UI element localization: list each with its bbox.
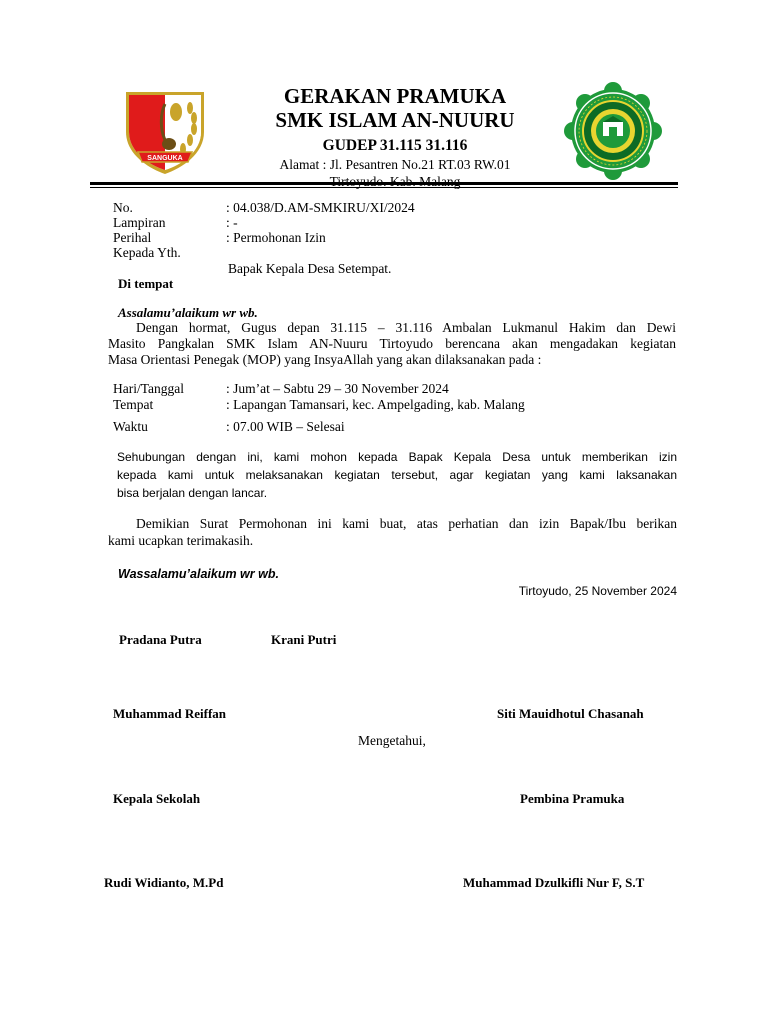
- school-name: SMK ISLAM AN-NUURU: [275, 108, 515, 132]
- event-label-place: Tempat: [113, 397, 154, 412]
- event-label-time: Waktu: [113, 419, 148, 434]
- gudep-number: GUDEP 31.115 31.116: [322, 137, 468, 154]
- intro-line-3: Masa Orientasi Penegak (MOP) yang InsyaAllah yang akan dilaksanakan pada :: [108, 352, 542, 367]
- intro-line-2: Masito Pangkalan SMK Islam AN-Nuuru Tirtoyudo berencana akan mengadakan kegiatan: [108, 336, 676, 351]
- emblem-banner-text: SANGUKA: [147, 155, 183, 162]
- acknowledged-label: Mengetahui,: [358, 733, 426, 748]
- request-line-3: bisa berjalan dengan lancar.: [117, 486, 268, 500]
- coach-title: Pembina Pramuka: [520, 791, 625, 806]
- closing-line-2: kami ucapkan terimakasih.: [108, 533, 254, 548]
- krani-title: Krani Putri: [271, 632, 337, 647]
- request-line-1: Sehubungan dengan ini, kami mohon kepada Bapak Kepala Desa untuk memberikan izin: [117, 450, 677, 464]
- field-value-perihal: : Permohonan Izin: [226, 230, 326, 245]
- intro-line-1: Dengan hormat, Gugus depan 31.115 – 31.116 Ambalan Lukmanul Hakim dan Dewi: [136, 320, 676, 335]
- event-value-time: : 07.00 WIB – Selesai: [226, 419, 345, 434]
- field-label-kepada: Kepada Yth.: [113, 245, 181, 260]
- letterhead-divider: [90, 182, 678, 185]
- event-value-date: : Jum’at – Sabtu 29 – 30 November 2024: [226, 381, 449, 396]
- location: Di tempat: [118, 276, 174, 291]
- field-label-perihal: Perihal: [113, 230, 152, 245]
- event-value-place: : Lapangan Tamansari, kec. Ampelgading, kab. Malang: [226, 397, 525, 412]
- farewell: Wassalamu’alaikum wr wb.: [118, 567, 279, 581]
- field-label-lampiran: Lampiran: [113, 215, 166, 230]
- pramuka-emblem-icon: [120, 86, 210, 176]
- recipient: Bapak Kepala Desa Setempat.: [228, 261, 392, 276]
- coach-name: Muhammad Dzulkifli Nur F, S.T: [463, 875, 645, 890]
- krani-name: Siti Mauidhotul Chasanah: [497, 706, 644, 721]
- principal-title: Kepala Sekolah: [113, 791, 201, 806]
- pradana-title: Pradana Putra: [119, 632, 202, 647]
- closing-line-1: Demikian Surat Permohonan ini kami buat, atas perhatian dan izin Bapak/Ibu berikan: [136, 516, 677, 531]
- event-label-date: Hari/Tanggal: [113, 381, 185, 396]
- request-line-2: kepada kami untuk melaksanakan kegiatan tersebut, agar kegiatan yang kami laksanakan: [117, 468, 677, 482]
- letterhead-divider-thin: [90, 187, 678, 188]
- org-name: GERAKAN PRAMUKA: [283, 84, 507, 108]
- address-line-1: Alamat : Jl. Pesantren No.21 RT.03 RW.01: [279, 157, 511, 172]
- field-value-no: : 04.038/D.AM-SMKIRU/XI/2024: [226, 200, 415, 215]
- principal-name: Rudi Widianto, M.Pd: [104, 875, 224, 890]
- letterhead: [200, 84, 590, 190]
- place-date: Tirtoyudo, 25 November 2024: [518, 584, 677, 598]
- field-label-no: No.: [113, 200, 133, 215]
- pradana-name: Muhammad Reiffan: [113, 706, 227, 721]
- greeting: Assalamu’alaikum wr wb.: [118, 305, 258, 320]
- field-value-lampiran: : -: [226, 215, 238, 230]
